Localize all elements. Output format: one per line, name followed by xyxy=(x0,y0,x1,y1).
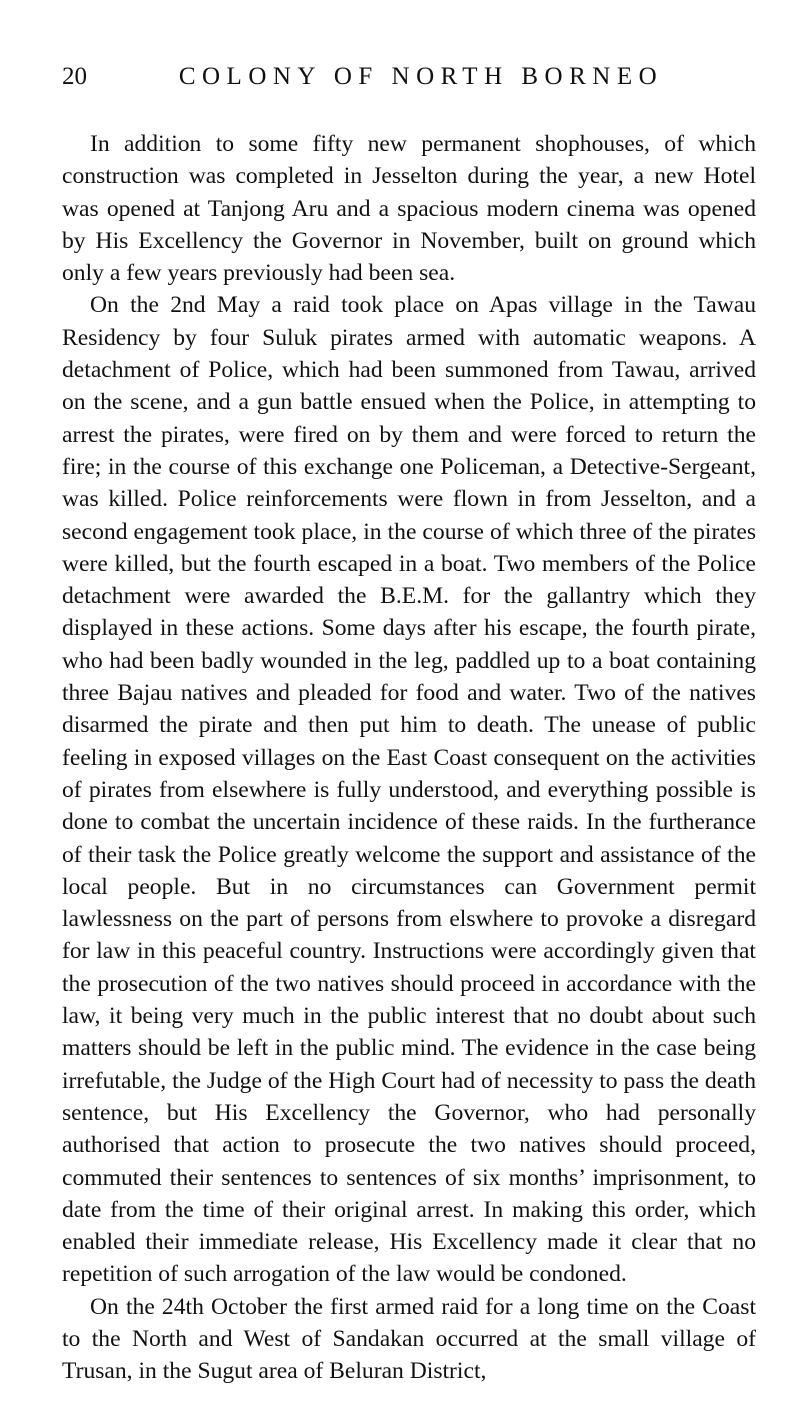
page-header xyxy=(62,60,740,100)
paragraph-trusan-raid: On the 24th October the first armed raid for a long time on the Coast to the North and West of Sandakan occurred at the small village of Trusan, in the Sugut area of Beluran District, xyxy=(62,1293,756,1385)
paragraph-hotel-cinema: In addition to some fifty new permanent shophouses, of which construction was completed in Jesselton during the year, a new Hotel was opened at Tanjong Aru and a spacious modern cinema was opened by His Excellency the Governor in November, built on ground which only a few years previously had been sea. xyxy=(62,131,756,287)
paragraph-apas-raid: On the 2nd May a raid took place on Apas village in the Tawau Residency by four Suluk pirates armed with automatic weapons. A detachment of Police, which had been summoned from Tawau, arrived on the scene, and a gun battle ensued when the Police, in attempting to arrest the pirates, were fired on by them and were forced to return the fire; in the course of this exchange one Policeman, a Detective-Sergeant, was killed. Police reinforcements were flown in from Jesselton, and a second engagement took place, in the course of which three of the pirates were killed, but the fourth escaped in a boat. Two members of the Police detachment were awarded the B.E.M. for the gallantry which they displayed in these actions. Some days after his escape, the fourth pirate, who had been badly wounded in the leg, paddled up to a boat containing three Bajau natives and pleaded for food and water. Two of the natives disarmed the pirate and then put him to death. The unease of public feeling in exposed villages on the East Coast consequent on the activities of pirates from elsewhere is fully understood, and everything possible is done to combat the uncertain incidence of these raids. In the furtherance of their task the Police greatly welcome the support and assistance of the local people. But in no circumstances can Government permit lawlessness on the part of persons from elswhere to provoke a disregard for law in this peaceful country. Instructions were accordingly given that the prosecution of the two natives should proceed in accordance with the law, it being very much in the public interest that no doubt about such matters should be left in the public mind. The evidence in the case being irrefutable, the Judge of the High Court had of necessity to pass the death sentence, but His Excellency the Governor, who had personally authorised that action to prosecute the two natives should proceed, commuted their sentences to sentences of six months’ imprisonment, to date from the time of their original arrest. In making this order, which enabled their immediate release, His Excellency made it clear that no repetition of such arrogation of the law would be condoned. xyxy=(62,292,756,1288)
body-text xyxy=(62,128,756,1388)
page-number: 20 xyxy=(62,63,87,90)
running-title: COLONY OF NORTH BORNEO xyxy=(178,63,664,90)
